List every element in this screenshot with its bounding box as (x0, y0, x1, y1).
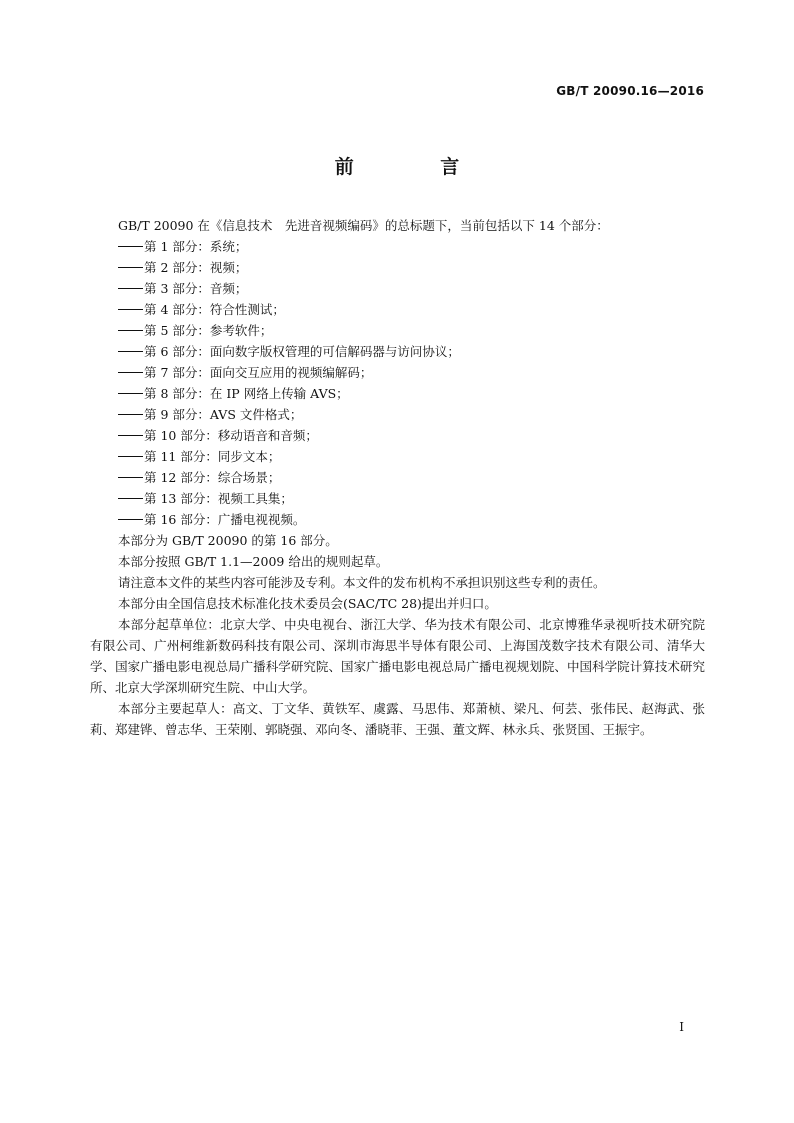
dash-mark (118, 456, 143, 457)
list-item-text: 第 7 部分：面向交互应用的视频编解码； (144, 365, 373, 380)
list-item (90, 278, 705, 299)
dash-mark (118, 477, 143, 478)
list-item-text: 第 16 部分：广播电视视频。 (144, 512, 306, 527)
dash-mark (118, 330, 143, 331)
list-item-text: 第 2 部分：视频； (144, 260, 248, 275)
patent-notice-paragraph: 请注意本文件的某些内容可能涉及专利。本文件的发布机构不承担识别这些专利的责任。 (118, 575, 606, 590)
parts-list (90, 236, 705, 530)
list-item-text: 第 10 部分：移动语音和音频； (144, 428, 318, 443)
list-item (90, 509, 705, 530)
page-title: 前 言 (334, 156, 500, 178)
drafting-units-paragraph: 本部分起草单位：北京大学、中央电视台、浙江大学、华为技术有限公司、北京博雅华录视听技术研究院有限公司、广州柯维新数码科技有限公司、深圳市海思半导体有限公司、上海国茂数字技术有限公司、清华大学、国家广播电影电视总局广播科学研究院、国家广播电影电视总局广播电视规划院、中国科学院计算技术研究所、北京大学深圳研究生院、中山大学。 (90, 617, 705, 695)
list-item (90, 383, 705, 404)
dash-mark (118, 435, 143, 436)
dash-mark (118, 519, 143, 520)
page-number: I (679, 1020, 684, 1034)
this-part-paragraph: 本部分为 GB/T 20090 的第 16 部分。 (118, 533, 338, 548)
list-item-text: 第 12 部分：综合场景； (144, 470, 281, 485)
list-item-text: 第 9 部分：AVS 文件格式； (144, 407, 303, 422)
dash-mark (118, 288, 143, 289)
dash-mark (118, 246, 143, 247)
drafting-rules-paragraph: 本部分按照 GB/T 1.1—2009 给出的规则起草。 (118, 554, 389, 569)
list-item (90, 446, 705, 467)
list-item-text: 第 6 部分：面向数字版权管理的可信解码器与访问协议； (144, 344, 460, 359)
list-item-text: 第 3 部分：音频； (144, 281, 248, 296)
list-item (90, 362, 705, 383)
list-item-text: 第 13 部分：视频工具集； (144, 491, 293, 506)
dash-mark (118, 351, 143, 352)
list-item-text: 第 1 部分：系统； (144, 239, 248, 254)
standard-number: GB/T 20090.16—2016 (556, 84, 704, 98)
list-item (90, 341, 705, 362)
list-item (90, 467, 705, 488)
list-item (90, 425, 705, 446)
list-item-text: 第 8 部分：在 IP 网络上传输 AVS； (144, 386, 349, 401)
list-item (90, 488, 705, 509)
dash-mark (118, 498, 143, 499)
list-item (90, 299, 705, 320)
dash-mark (118, 393, 143, 394)
main-drafters-paragraph: 本部分主要起草人：高文、丁文华、黄铁军、虞露、马思伟、郑萧桢、梁凡、何芸、张伟民、赵海武、张莉、郑建铧、曾志华、王荣刚、郭晓强、邓向冬、潘晓菲、王强、董文辉、林永兵、张贤国、王振宇。 (90, 701, 705, 737)
list-item-text: 第 5 部分：参考软件； (144, 323, 273, 338)
list-item (90, 404, 705, 425)
list-item (90, 236, 705, 257)
dash-mark (118, 267, 143, 268)
list-item-text: 第 11 部分：同步文本； (144, 449, 281, 464)
proposed-by-paragraph: 本部分由全国信息技术标准化技术委员会(SAC/TC 28)提出并归口。 (118, 596, 497, 611)
dash-mark (118, 372, 143, 373)
list-item (90, 320, 705, 341)
foreword-body (90, 215, 705, 740)
dash-mark (118, 414, 143, 415)
list-item-text: 第 4 部分：符合性测试； (144, 302, 285, 317)
intro-paragraph: GB/T 20090 在《信息技术 先进音视频编码》的总标题下，当前包括以下 14 个部分： (118, 218, 609, 233)
dash-mark (118, 309, 143, 310)
list-item (90, 257, 705, 278)
